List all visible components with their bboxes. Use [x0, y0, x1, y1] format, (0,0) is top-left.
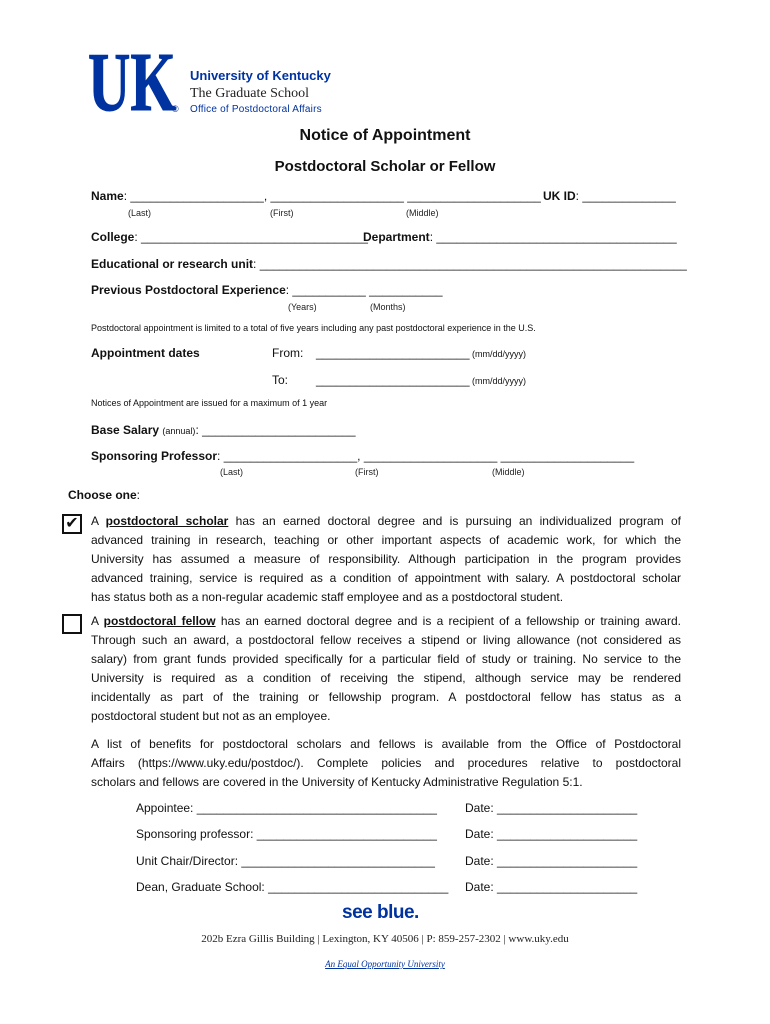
- max-note: Notices of Appointment are issued for a maximum of 1 year: [91, 398, 328, 408]
- ukid-label: UK ID: [543, 189, 576, 203]
- dean-signature-field[interactable]: Dean, Graduate School: ___________________________: [136, 880, 449, 894]
- college-row: [91, 230, 368, 244]
- ukid-field[interactable]: : ______________: [575, 189, 676, 203]
- sponsor-date-field[interactable]: Date: _____________________: [465, 827, 638, 841]
- benefits-line-0: A list of benefits for postdoctoral scholars and fellows is available from the Office of Postdoctoral: [91, 737, 681, 751]
- salary-label: Base Salary: [91, 423, 160, 437]
- name-last-caption: (Last): [128, 208, 152, 218]
- uk-logo: [88, 44, 178, 116]
- previous-row: [91, 283, 443, 297]
- svg-text:UK: UK: [88, 44, 176, 116]
- scholar-term: postdoctoral scholar: [105, 514, 229, 528]
- limit-note: Postdoctoral appointment is limited to a total of five years including any past postdoctoral experience in the U.S.: [91, 323, 536, 333]
- to-label: To:: [272, 373, 289, 387]
- sponsor-signature-field[interactable]: Sponsoring professor: ___________________________: [136, 827, 437, 841]
- benefits-line-2: scholars and fellows are covered in the University of Kentucky Administrative Regulation 5:1.: [91, 775, 583, 789]
- footer-address: 202b Ezra Gillis Building | Lexington, KY 40506 | P: 859-257-2302 | www.uky.edu: [201, 933, 569, 945]
- page-subtitle: Postdoctoral Scholar or Fellow: [274, 158, 496, 175]
- fellow-line-2: salary) from grant funds provided specifically for a particular field of study or training. No service to the: [91, 652, 681, 666]
- to-format-hint: (mm/dd/yyyy): [472, 376, 526, 386]
- unit-field[interactable]: : ________________________________________________________________: [253, 257, 687, 271]
- choose-label: Choose one: [68, 488, 137, 502]
- sponsor-field[interactable]: : ____________________, ____________________ ____________________: [217, 449, 635, 463]
- sponsor-row: [91, 449, 634, 463]
- scholar-line-0: A postdoctoral scholar has an earned doctoral degree and is pursuing an individualized program of: [91, 514, 681, 528]
- fellow-line-4: incidentally as part of the training or fellowship program. A postdoctoral fellow has status as a: [91, 690, 681, 704]
- benefits-line-1: Affairs (https://www.uky.edu/postdoc/). Complete policies and procedures relative to postdoctoral: [91, 756, 681, 770]
- sponsor-last-caption: (Last): [220, 467, 244, 477]
- college-field[interactable]: : __________________________________: [134, 230, 368, 244]
- ukid-row: [543, 189, 676, 203]
- sponsor-first-caption: (First): [355, 467, 379, 477]
- scholar-checkbox[interactable]: [62, 514, 82, 534]
- fellow-term: postdoctoral fellow: [103, 614, 216, 628]
- choose-colon: :: [136, 488, 141, 502]
- salary-row: [91, 423, 356, 437]
- from-date-field[interactable]: _______________________: [316, 346, 470, 360]
- chair-signature-field[interactable]: Unit Chair/Director: _____________________________: [136, 854, 435, 868]
- check-mark-icon: ✔: [65, 515, 79, 532]
- name-first-caption: (First): [270, 208, 294, 218]
- department-field[interactable]: : ____________________________________: [429, 230, 677, 244]
- school-name: The Graduate School: [190, 86, 309, 101]
- previous-label: Previous Postdoctoral Experience: [91, 283, 286, 297]
- fellow-line-5: postdoctoral student but not as an employee.: [91, 709, 331, 723]
- name-row: [91, 189, 541, 203]
- salary-annual: (annual): [162, 426, 196, 436]
- to-date-field[interactable]: _______________________: [316, 373, 470, 387]
- scholar-line-2: University has assumed a measure of responsibility. Although participation in the program provides: [91, 552, 681, 566]
- name-middle-caption: (Middle): [406, 208, 439, 218]
- equal-opportunity-text: An Equal Opportunity University: [325, 959, 445, 969]
- unit-row: [91, 257, 687, 271]
- scholar-line-4: has status both as a non-regular academic staff employee and as a postdoctoral student.: [91, 590, 564, 604]
- department-label: Department: [363, 230, 430, 244]
- sponsor-middle-caption: (Middle): [492, 467, 525, 477]
- fellow-line-3: University is required as a condition of receiving the stipend, although service may be rendered: [91, 671, 681, 685]
- scholar-line-3: advanced training, service is required as a condition of appointment with salary. A postdoctoral scholar: [91, 571, 681, 585]
- page-title: Notice of Appointment: [299, 127, 471, 144]
- seeblue-logo: see blue.: [342, 902, 419, 923]
- scholar-line-1: advanced training in research, teaching or other important aspects of academic work, for which the: [91, 533, 681, 547]
- from-label: From:: [272, 346, 304, 360]
- appointee-date-field[interactable]: Date: _____________________: [465, 801, 638, 815]
- fellow-line-1: Through such an award, a postdoctoral fellow receives a stipend or living allowance (not considered as: [91, 633, 681, 647]
- dean-date-field[interactable]: Date: _____________________: [465, 880, 638, 894]
- fellow-line-0: A postdoctoral fellow has an earned doctoral degree and is a recipient of a fellowship or training award.: [91, 614, 681, 628]
- previous-field[interactable]: : ___________ ___________: [285, 283, 443, 297]
- fellow-checkbox[interactable]: [62, 614, 82, 634]
- appointment-label: Appointment dates: [91, 346, 200, 360]
- registered-mark: ®: [172, 104, 179, 114]
- fellow-definition: [91, 612, 681, 726]
- from-format-hint: (mm/dd/yyyy): [472, 349, 526, 359]
- benefits-paragraph: [91, 735, 681, 792]
- appointee-signature-field[interactable]: Appointee: ____________________________________: [136, 801, 437, 815]
- office-name: Office of Postdoctoral Affairs: [190, 104, 322, 115]
- department-row: [363, 230, 677, 244]
- scholar-definition: [91, 512, 681, 607]
- salary-field[interactable]: : _______________________: [195, 423, 356, 437]
- name-label: Name: [91, 189, 124, 203]
- years-caption: (Years): [288, 302, 317, 312]
- university-name: University of Kentucky: [190, 68, 331, 83]
- name-field[interactable]: : ____________________, ____________________ ____________________: [123, 189, 541, 203]
- sponsor-label: Sponsoring Professor: [91, 449, 218, 463]
- choose-one: [68, 488, 140, 502]
- unit-label: Educational or research unit: [91, 257, 254, 271]
- months-caption: (Months): [370, 302, 406, 312]
- chair-date-field[interactable]: Date: _____________________: [465, 854, 638, 868]
- college-label: College: [91, 230, 135, 244]
